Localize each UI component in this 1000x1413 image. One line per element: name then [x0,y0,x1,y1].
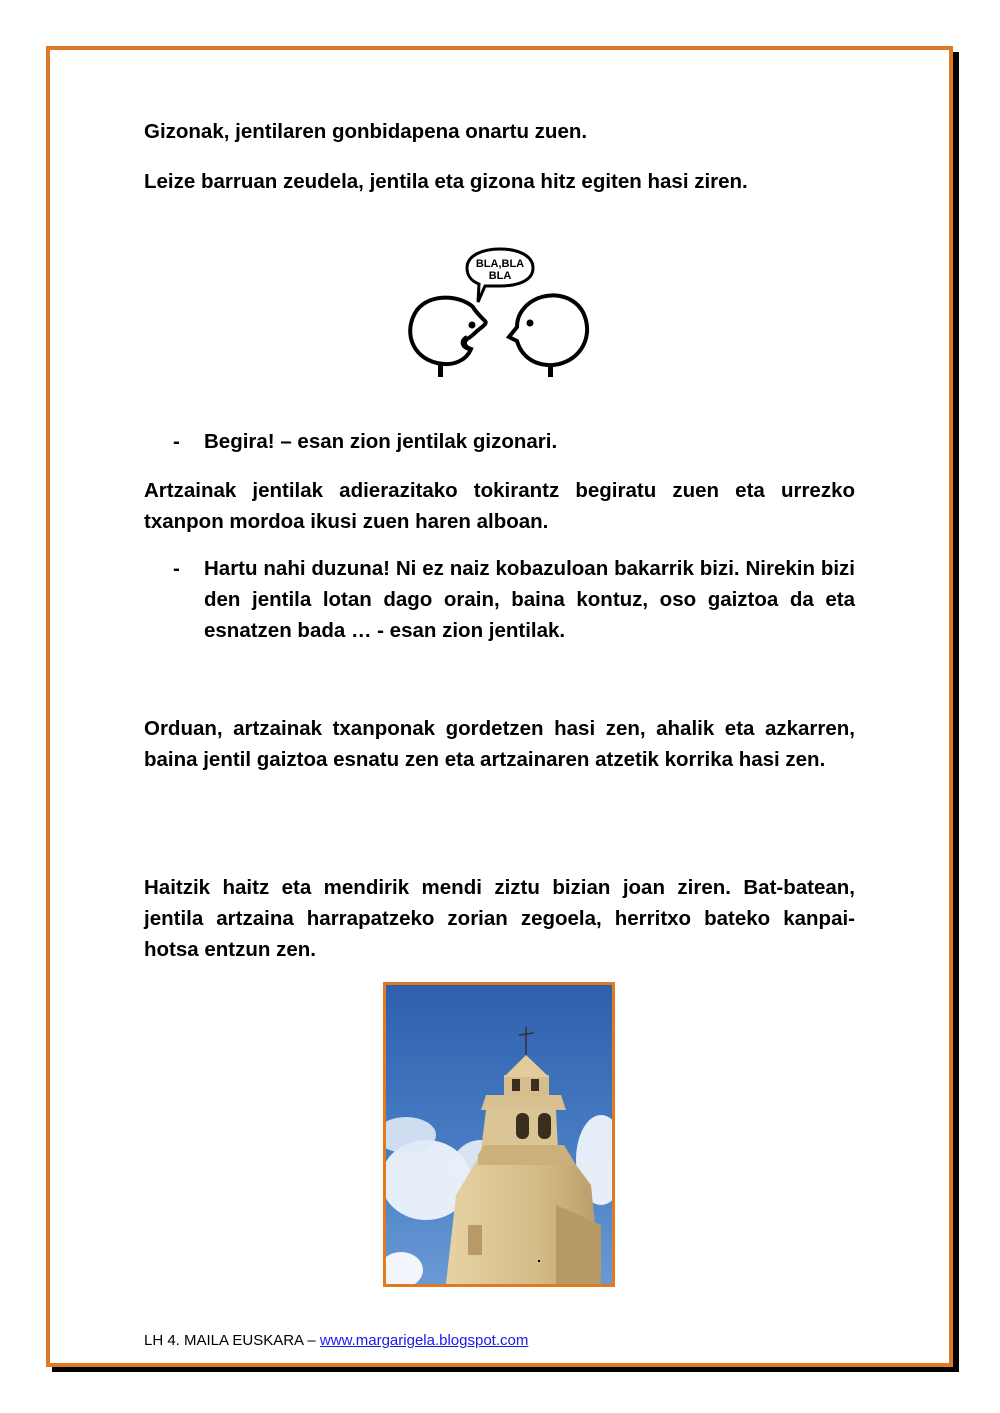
dialogue-2 [173,553,855,646]
talking-heads-illustration [405,245,595,380]
dialogue-dash: - [173,430,180,453]
bell-tower-image [386,985,612,1284]
svg-text:BLA,BLA: BLA,BLA [475,258,525,270]
bell-tower-photo [383,982,615,1287]
svg-text:BLA: BLA [488,270,512,282]
dialogue-dash: - [173,557,180,580]
paragraph-text: Orduan, artzainak txanponak gordetzen hasi zen, ahalik eta azkarren, baina jentil gaiztoa esnatu zen eta artzainaren atzetik korrika hasi zen. [144,717,855,771]
paragraph-text: Gizonak, jentilaren gonbidapena onartu zuen. [144,120,588,143]
paragraph-5 [144,872,855,965]
footer-link[interactable]: www.margarigela.blogspot.com [319,1332,529,1349]
paragraph-text: Artzainak jentilak adierazitako tokirantz begiratu zuen eta urrezko txanpon mordoa ikusi zuen haren alboan. [144,479,855,533]
paragraph-text: Leize barruan zeudela, jentila eta gizona hitz egiten hasi ziren. [144,170,748,193]
dialogue-text: Begira! – esan zion jentilak gizonari. [204,430,558,453]
talking-head-icon [410,298,486,377]
paragraph-text: Haitzik haitz eta mendirik mendi ziztu bizian joan ziren. Bat-batean, jentila artzaina harrapatzeko zorian zegoela, herritxo bateko kanpai-hotsa entzun zen. [144,876,855,961]
paragraph-4 [144,713,855,775]
paragraph-2 [144,166,855,197]
footer [144,1332,528,1349]
speech-bubble-icon [467,249,533,302]
footer-label: LH 4. MAILA EUSKARA – [144,1332,320,1349]
listening-head-icon [509,295,587,377]
dialogue-text: Hartu nahi duzuna! Ni ez naiz kobazuloan bakarrik bizi. Nirekin bizi den jentila lotan dago orain, baina kontuz, oso gaiztoa da eta esnatzen bada … - esan zion jentilak. [204,557,855,642]
paragraph-3 [144,475,855,537]
dialogue-1 [173,426,855,457]
paragraph-1 [144,116,855,147]
